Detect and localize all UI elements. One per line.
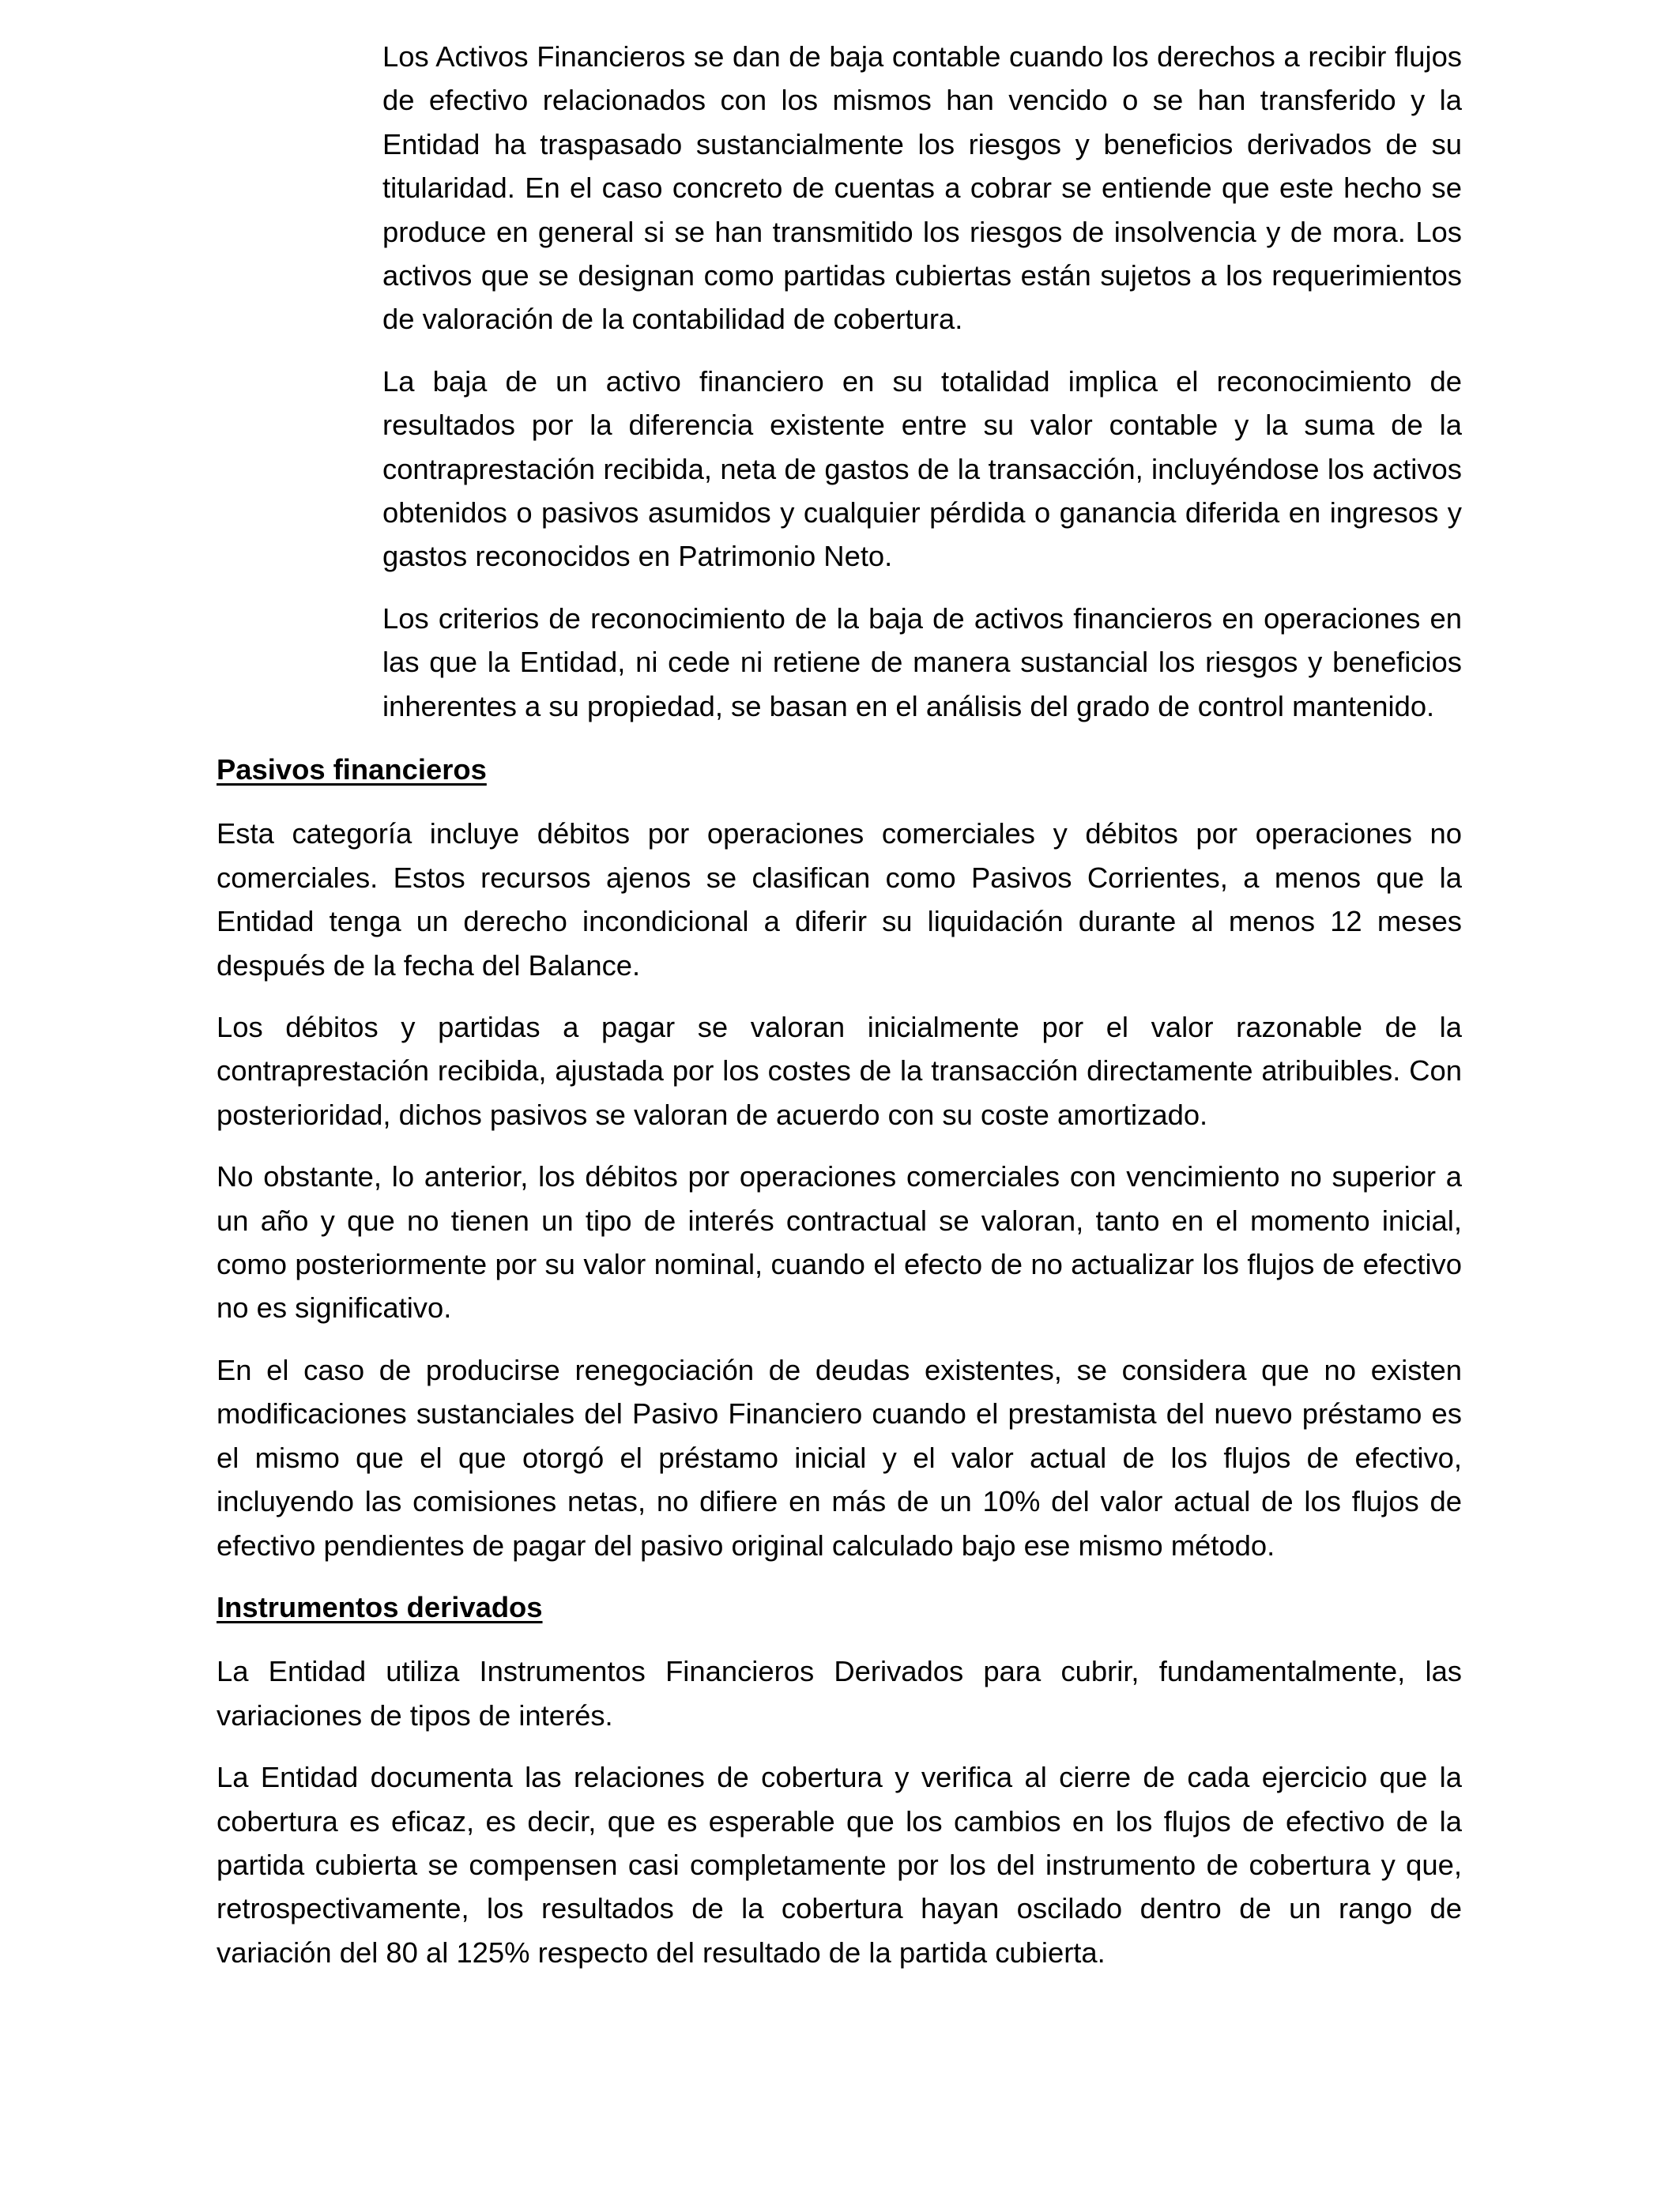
heading-instrumentos-derivados: Instrumentos derivados — [217, 1590, 543, 1623]
pasivos-paragraph: No obstante, lo anterior, los débitos por operaciones comerciales con vencimiento no superior a un año y que no tienen un tipo de interés contractual se valoran, tanto en el momento inicial, como posteriormente por su valor nominal, cuando el efecto de no actualizar los flujos de efectivo no es significativo. — [217, 1160, 1462, 1325]
pasivos-paragraph: Esta categoría incluye débitos por operaciones comerciales y débitos por operaciones no comerciales. Estos recursos ajenos se clasifican como Pasivos Corrientes, a menos que la Entidad tenga un derecho incondicional a diferir su liquidación durante al menos 12 meses después de la fecha del Balance. — [217, 817, 1462, 982]
heading-pasivos-financieros: Pasivos financieros — [217, 753, 487, 786]
main-block — [217, 748, 1462, 1974]
pasivos-paragraph: En el caso de producirse renegociación de deudas existentes, se considera que no existen modificaciones sustanciales del Pasivo Financiero cuando el prestamista del nuevo préstamo es el mismo que el que otorgó el préstamo inicial y el valor actual de los flujos de efectivo, incluyendo las comisiones netas, no difiere en más de un 10% del valor actual de los flujos de efectivo pendientes de pagar del pasivo original calculado bajo ese mismo método. — [217, 1353, 1462, 1562]
pasivos-paragraph: Los débitos y partidas a pagar se valoran inicialmente por el valor razonable de la contraprestación recibida, ajustada por los costes de la transacción directamente atribuibles. Con posterioridad, dichos pasivos se valoran de acuerdo con su coste amortizado. — [217, 1011, 1462, 1131]
intro-paragraph: Los criterios de reconocimiento de la baja de activos financieros en operaciones en las que la Entidad, ni cede ni retiene de manera sustancial los riesgos y beneficios inherentes a su propiedad, se basan en el análisis del grado de control mantenido. — [382, 601, 1462, 722]
derivados-paragraph: La Entidad utiliza Instrumentos Financieros Derivados para cubrir, fundamentalmente, las variaciones de tipos de interés. — [217, 1655, 1462, 1732]
intro-paragraph: La baja de un activo financiero en su totalidad implica el reconocimiento de resultados por la diferencia existente entre su valor contable y la suma de la contraprestación recibida, neta de gastos de la transacción, incluyéndose los activos obtenidos o pasivos asumidos y cualquier pérdida o ganancia diferida en ingresos y gastos reconocidos en Patrimonio Neto. — [382, 364, 1462, 573]
derivados-paragraph: La Entidad documenta las relaciones de cobertura y verifica al cierre de cada ejercicio que la cobertura es eficaz, es decir, que es esperable que los cambios en los flujos de efectivo de la partida cubierta se compensen casi completamente por los del instrumento de cobertura y que, retrospectivamente, los resultados de la cobertura hayan oscilado dentro de un rango de variación del 80 al 125% respecto del resultado de la partida cubierta. — [217, 1761, 1462, 1969]
intro-block — [382, 35, 1462, 728]
intro-paragraph: Los Activos Financieros se dan de baja contable cuando los derechos a recibir flujos de efectivo relacionados con los mismos han vencido o se han transferido y la Entidad ha traspasado sustancialmente los riesgos y beneficios derivados de su titularidad. En el caso concreto de cuentas a cobrar se entiende que este hecho se produce en general si se han transmitido los riesgos de insolvencia y de mora. Los activos que se designan como partidas cubiertas están sujetos a los requerimientos de valoración de la contabilidad de cobertura. — [382, 40, 1462, 336]
